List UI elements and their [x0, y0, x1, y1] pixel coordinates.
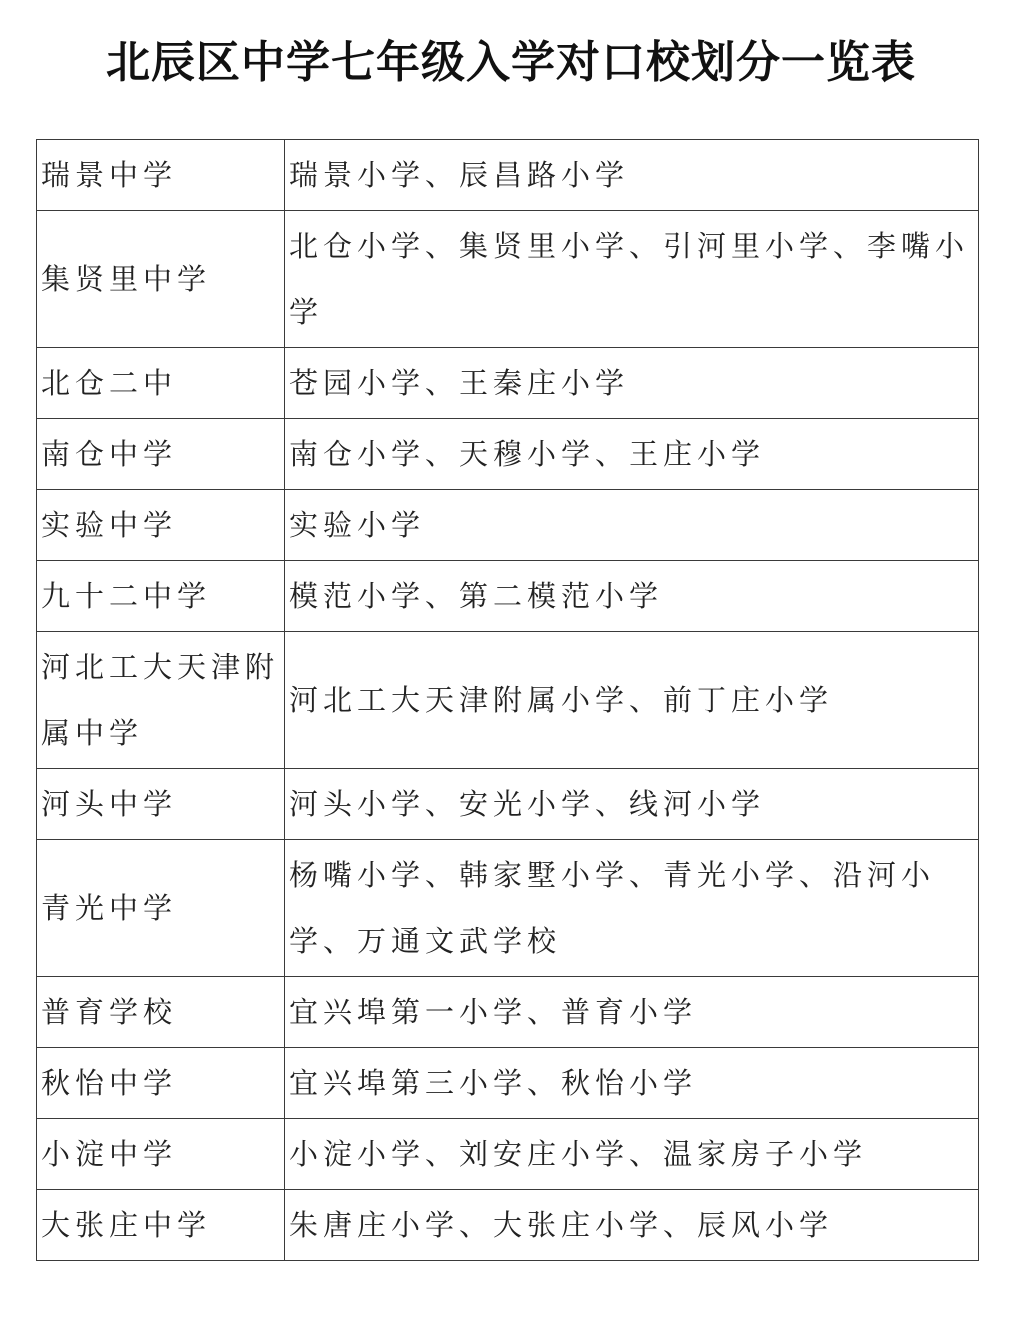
table-row: [37, 769, 979, 840]
primary-schools-cell: 河头小学、安光小学、线河小学: [285, 769, 979, 840]
allocation-table: [36, 139, 979, 1261]
primary-schools-cell: 实验小学: [285, 490, 979, 561]
primary-schools-cell: 杨嘴小学、韩家墅小学、青光小学、沿河小学、万通文武学校: [285, 840, 979, 977]
table-row: [37, 561, 979, 632]
table-row: [37, 1190, 979, 1261]
table-row: [37, 211, 979, 348]
middle-school-cell: 北仓二中: [37, 348, 285, 419]
middle-school-cell: 河头中学: [37, 769, 285, 840]
table-row: [37, 977, 979, 1048]
middle-school-cell: 集贤里中学: [37, 211, 285, 348]
primary-schools-cell: 瑞景小学、辰昌路小学: [285, 140, 979, 211]
primary-schools-cell: 宜兴埠第一小学、普育小学: [285, 977, 979, 1048]
primary-schools-cell: 南仓小学、天穆小学、王庄小学: [285, 419, 979, 490]
primary-schools-cell: 小淀小学、刘安庄小学、温家房子小学: [285, 1119, 979, 1190]
table-row: [37, 348, 979, 419]
primary-schools-cell: 北仓小学、集贤里小学、引河里小学、李嘴小学: [285, 211, 979, 348]
middle-school-cell: 南仓中学: [37, 419, 285, 490]
middle-school-cell: 河北工大天津附属中学: [37, 632, 285, 769]
table-row: [37, 140, 979, 211]
table-row: [37, 1119, 979, 1190]
middle-school-cell: 普育学校: [37, 977, 285, 1048]
middle-school-cell: 大张庄中学: [37, 1190, 285, 1261]
middle-school-cell: 小淀中学: [37, 1119, 285, 1190]
middle-school-cell: 秋怡中学: [37, 1048, 285, 1119]
page-title: 北辰区中学七年级入学对口校划分一览表: [106, 37, 916, 88]
middle-school-cell: 瑞景中学: [37, 140, 285, 211]
primary-schools-cell: 河北工大天津附属小学、前丁庄小学: [285, 632, 979, 769]
middle-school-cell: 实验中学: [37, 490, 285, 561]
middle-school-cell: 九十二中学: [37, 561, 285, 632]
table-row: [37, 1048, 979, 1119]
table-row: [37, 419, 979, 490]
primary-schools-cell: 苍园小学、王秦庄小学: [285, 348, 979, 419]
primary-schools-cell: 朱唐庄小学、大张庄小学、辰风小学: [285, 1190, 979, 1261]
table-row: [37, 490, 979, 561]
table-row: [37, 840, 979, 977]
middle-school-cell: 青光中学: [37, 840, 285, 977]
primary-schools-cell: 宜兴埠第三小学、秋怡小学: [285, 1048, 979, 1119]
primary-schools-cell: 模范小学、第二模范小学: [285, 561, 979, 632]
table-row: [37, 632, 979, 769]
